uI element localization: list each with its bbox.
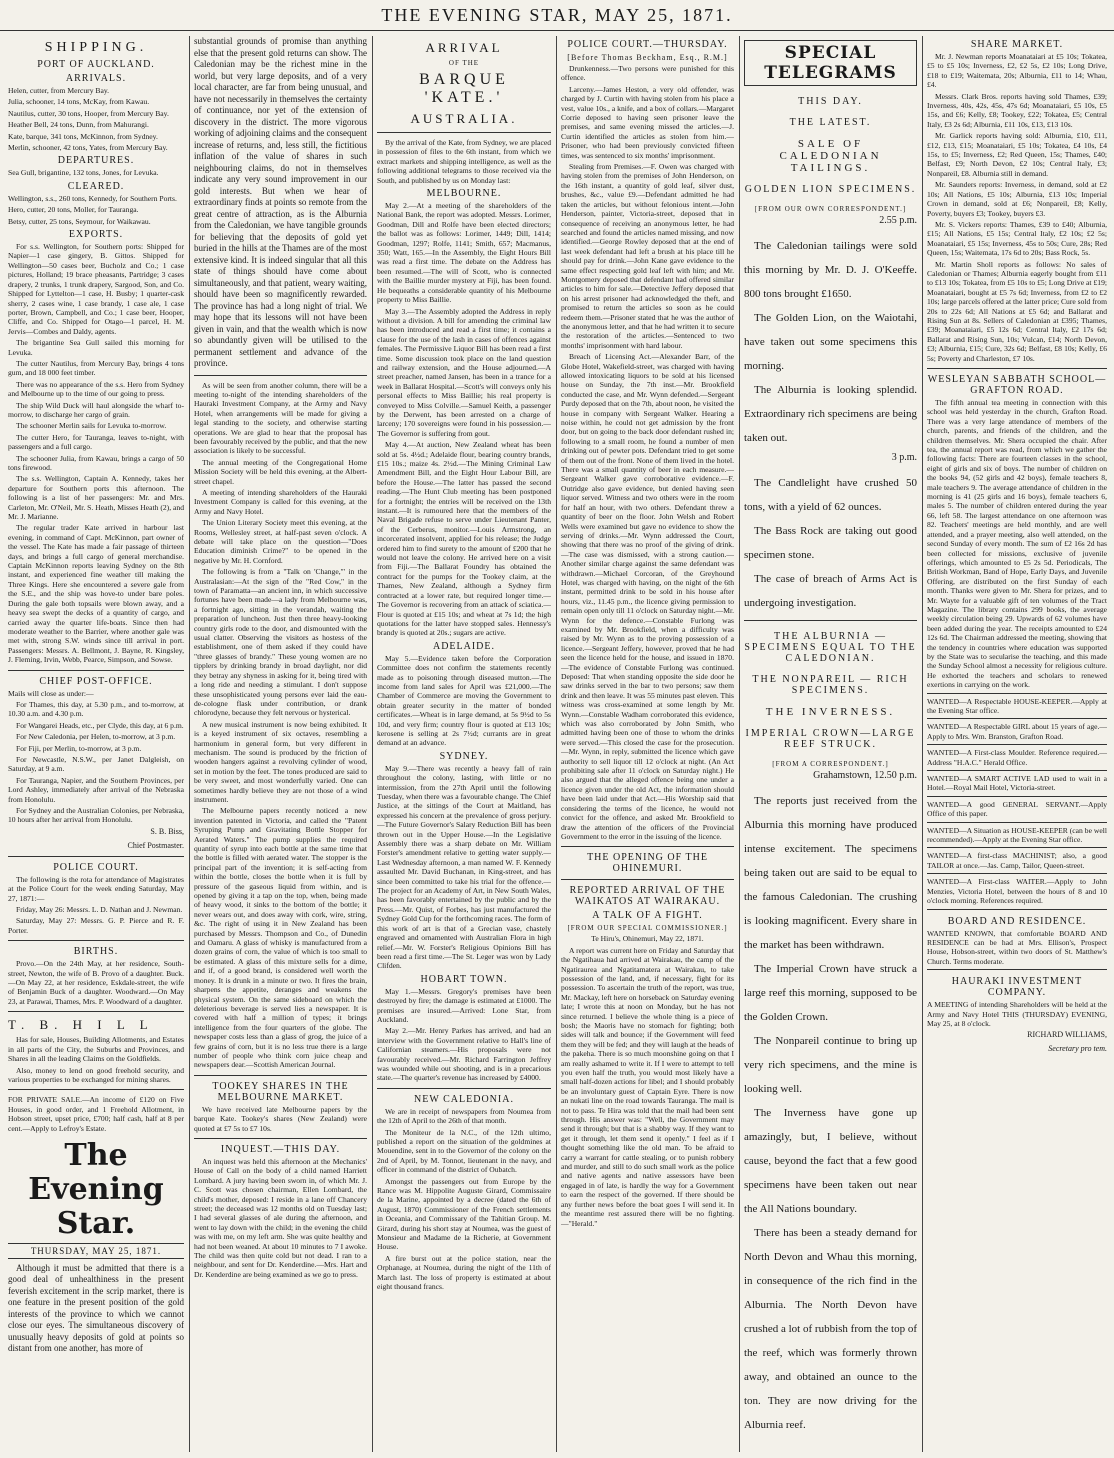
golden-lion-heading: GOLDEN LION SPECIMENS. bbox=[744, 184, 917, 195]
wanted-ad: WANTED—A First-class Moulder. Reference required.—Address "H.A.C." Herald Office. bbox=[927, 748, 1107, 767]
divider bbox=[561, 846, 734, 847]
column-rule bbox=[372, 36, 373, 1452]
shipping-news: The regular trader Kate arrived in harbour last evening, in command of Capt. McKinnon, part owner of the vessel. The Kate has made a fair passage of thirteen days, and brings a full cargo of general merchandise. Captain McKinnon reports leaving Sydney on the 8th instant, and experienced fine weather till making the Three Kings. Here she encountered a severe gale from the S.E., and the ship was hove-to under bare poles. During the gale both topsails were blown away, and a heavy sea swept the decks of a quantity of cargo, and carried away the quarter life-boats. Since then had moderate weather to the Barrier, where another gale was met with, strong S.W. winds since till arrival in port. Passengers: Messrs. A. Bellmont, J. Bayne, R. Kingsley, J. Fleming, Irvin, Webb, Pearce, Simpson, and Sowse. bbox=[8, 523, 184, 665]
news-paragraph: A meeting of intending shareholders of the Hauraki Investment Company is called for this evening, at the Army and Navy Hotel. bbox=[194, 487, 367, 516]
telegram-text: The Caledonian tailings were sold this morning by Mr. D. J. O'Keeffe. 800 tons brought £1650. bbox=[744, 240, 917, 300]
leader-text: Although it must be admitted that there is a good deal of unhealthiness in the present feverish excitement in the scrip market, there is one feature in the present position of the gold interests of the province to which we cannot close our eyes. The simultaneous discovery of unusually heavy deposits of gold at points so distant from one another, has more of bbox=[8, 1262, 184, 1354]
divider bbox=[377, 132, 551, 133]
post-item: For Tauranga, Napier, and the Southern Provinces, per Lord Ashley, immediately after arrival of the Nebraska from Honolulu. bbox=[8, 775, 184, 804]
column-2 bbox=[194, 36, 367, 1452]
shipping-news: The schooner Julia, from Kawau, brings a cargo of 50 tons firewood. bbox=[8, 453, 184, 472]
telegram-text: The case of breach of Arms Act is undergoing investigation. bbox=[744, 573, 917, 609]
telegram-text: There has been a steady demand for North Devon and Whau this morning, in consequence of the rich find in the Alburnia. The North Devon have crushed a lot of rubbish from the top of the reef, which was formerly thrown away, and obtained an ounce to the ton. They are now driving for the Alburnia reef. bbox=[744, 1227, 917, 1431]
new-caledonia-news: A fire burst out at the police station, near the Orphanage, at Noumea, during the night of the 11th of March last. The loss of property is estimated at about eight thousand francs. bbox=[377, 1253, 551, 1292]
editorial-date: THURSDAY, MAY 25, 1871. bbox=[8, 1243, 184, 1259]
ohinemuri-heading: THE OPENING OF THE OHINEMURI. bbox=[587, 852, 708, 875]
police-rota: The following is the rota for attendance of Magistrates at the Police Court for the week ending Saturday, May 27, 1871:— bbox=[8, 874, 184, 903]
column-1 bbox=[8, 36, 184, 1452]
divider bbox=[377, 1088, 551, 1089]
arrival-item: Heather Bell, 24 tons, Dunn, from Mahurangi. bbox=[8, 120, 149, 130]
classified-ad bbox=[927, 718, 1107, 741]
fight-heading: A TALK OF A FIGHT. bbox=[592, 910, 703, 922]
tookey-heading: TOOKEY SHARES IN THE MELBOURNE MARKET. bbox=[212, 1080, 349, 1103]
shipping-news: There was no appearance of the s.s. Hero from Sydney and Melbourne up to the time of our going to press. bbox=[8, 379, 184, 399]
postmaster-title: Chief Postmaster. bbox=[127, 840, 184, 850]
wanted-ad: WANTED—A first-class MACHINIST; also, a good TAILOR at once.—Jas. Camp, Tailor, Queen-street. bbox=[927, 851, 1107, 870]
telegram-text: The Inverness have gone up amazingly, but, I believe, without cause, beyond the fact that a few good specimens have been taken out near the All Nations boundary. bbox=[744, 1107, 917, 1215]
telegram-text: The Nonpareil continue to bring up very rich specimens, and the mine is looking well. bbox=[744, 1035, 917, 1095]
share-market-heading: SHARE MARKET. bbox=[970, 39, 1064, 50]
news-paragraph: The following is from a "Talk on 'Change,'" in the Australasian:—At the sign of the "Red Cow," in the town of Paramatta—an ancient inn, in which successive fortunes have been made—a lady from Melbourne was, a fortnight ago, sitting in the verandah, waiting the preparation of luncheon. Just then three heavy-looking country girls rode to the door, and dismounted with the usual clatter. Observing the visitors as hostess of the establishment, one of them asked if they could have "three glasses of brandy." These young women are no tipplers by drinking brandy in broad daylight, nor did they betray any shyness in asking for it, being tired with a long ride and needing a stimulant. I don't suppose these unsophisticated young persons ever laid the eau-de-cologne flask under contribution, or drank chlorodyne, because they felt nervous or hysterical. bbox=[194, 567, 367, 718]
new-caledonia-news: Amongst the passengers out from Europe by the Rance was M. Hippolite Auguste Girard, Commissaire de la Marine, appointed by a decree (dated the 6th of August, 1870) Commissioner of the French settlements in Oceania, and Commissary of the Tahitian Group. M. Girard, during his short stay at Noumea, was the guest of Monsieur and Madame de la Richerie, at Government House. bbox=[377, 1176, 551, 1252]
telegram-text: The Bass Rock are taking out good specimen stone. bbox=[744, 525, 917, 561]
wanted-ad: WANTED—A Respectable GIRL about 15 years of age.—Apply to Mrs. Wm. Branston, Grafton Road. bbox=[927, 722, 1107, 741]
sydney-news: May 9.—There was recently a heavy fall of rain throughout the colony, lasting, with little or no intermission, from the 27th April until the following Tuesday, when there was a favourable change. The Chief Justice, at the sittings of the Court at Maitland, has expressed his concern at the prevalence of gross perjury.—The Future Governor's Salary Reduction Bill has been thrown out in the Upper House.—In the Legislative Assembly there was a sharp debate on Mr. William Forster's amendment relative to getting water supply.—Last Wednesday afternoon, a man named W. F. Kennedy assaulted Mr. David Buchanan, in King-street, and has since been committed to take his trial for the offence.—The project for an Academy of Art, in New South Wales, has been favorably entertained by the public and by the Press.—Mr. Quist, of Forbes, has just manufactured the Sydney Gold Cup for the forthcoming races. The form of this work of art is that of a Grecian vase, chastely engraved and ornamented with Australian Flora in high relief.—Mr. W. Forster's Religious Opinions Bill has been read a first time.—The St. Leger was won by Lady Clifden. bbox=[377, 763, 551, 971]
special-telegrams-heading: SPECIAL TELEGRAMS bbox=[744, 40, 917, 86]
secretary-title: Secretary pro tem. bbox=[1048, 1044, 1107, 1054]
barque-kate-heading: BARQUE 'KATE.' bbox=[419, 71, 509, 106]
cleared-item: Hero, cutter, 20 tons, Moller, for Tauranga. bbox=[8, 205, 139, 215]
exports-text: For s.s. Wellington, for Southern ports: Shipped for Napier—1 case gingery, B. Gittos. Shipped for Wellington—50 cases beer, Bucholz and Co.; 1 case pictures, Holland; 19 brace pheasants, Partridge; 3 cases drapery, 2 trunks, 1 trunk drapery, Sargood, Son, and Co. Shipped for Lyttelton—1 case, H. Busby; 1 quarter-cask sherry, 2 cases wine, 1 case brandy, 1 case ale, 1 case porter, Brown, Campbell, and Co.; 1 case beer, Hooper, Cliffe, and Co. Shipped for Otago—1 parcel, H. M. Jervis—Combes and Daldy, agents. bbox=[8, 242, 184, 336]
melbourne-heading: MELBOURNE. bbox=[426, 188, 502, 200]
new-caledonia-news: The Moniteur de la N.C., of the 12th ultimo, published a report on the situation of the goldmines at Mouendine, sent in to the Governor of the colony on the 2nd of April, by M. Tonnot, lieutenant in the navy, and officer in command of the district of Oubatch. bbox=[377, 1127, 551, 1175]
share-report: Mr. S. Vickers reports: Thames, £39 to £40; Alburnia, £15; All Nations, £5 15s; Central Italy, £2 10s; £2 5s; Moanataiari, £5 15s; Inverness, 45s to 50s; Cure, 28s; Red Queen, 15s; Waitemata, 17s 6d to 20s; Bass Rock, 5s. bbox=[927, 219, 1107, 258]
share-report: Mr. J. Newman reports Moanataiari at £5 10s; Tokatea, £5 to £5 10s; Inverness, £2, £2 5s, £2 10s; Long Drive, £18 to £19; Waitemata, 20s; Alburnia, £11 to 14; Whau, £4. bbox=[927, 52, 1107, 90]
divider bbox=[8, 1011, 184, 1012]
news-paragraph: As will be seen from another column, there will be a meeting to-night of the intending shareholders of the Hauraki Investment Company, at the Army and Navy Hotel, when arrangements will be made for giving a legal standing to the society, and otherwise starting operations. We are glad to hear that the proposal has been favourably received by the public, and that the new association is likely to be successful. bbox=[194, 380, 367, 456]
column-3 bbox=[377, 36, 551, 1452]
telegram-text: The Alburnia is looking splendid. Extraordinary rich specimens are being taken out. bbox=[744, 384, 917, 444]
divider bbox=[927, 368, 1107, 369]
telegram-text: The reports just received from the Alburnia this morning have produced intense excitement. The specimens being taken out are said to be equal to the famous Caledonian. The crushing is looking magnificent. Every share in the market has been withdrawn. bbox=[744, 795, 917, 951]
board-heading: BOARD AND RESIDENCE. bbox=[947, 915, 1087, 927]
divider bbox=[561, 879, 734, 880]
column-4 bbox=[561, 36, 734, 1452]
column-rule bbox=[556, 36, 557, 1452]
post-item: For Fiji, per Merlin, to-morrow, at 3 p.m. bbox=[16, 743, 142, 753]
telegram-text: The Golden Lion, on the Waiotahi, have taken out some specimens this morning. bbox=[744, 312, 917, 372]
arrival-item: Helen, cutter, from Mercury Bay. bbox=[8, 86, 110, 95]
post-item: For New Caledonia, per Helen, to-morrow, at 3 p.m. bbox=[16, 732, 176, 742]
news-paragraph: The annual meeting of the Congregational Home Mission Society will be held this evening, at the Albert-street chapel. bbox=[194, 457, 367, 486]
divider bbox=[8, 670, 184, 671]
wesleyan-text: The fifth annual tea meeting in connection with this school was held yesterday in the church, Grafton Road. There was a very large attendance of members of the church, parents, and friends of the children, and the children themselves. Mr. Shera occupied the chair. After tea, the annual report was read, from which we gather the following facts: There are fourteen classes in the school, eight of girls and six of boys. The number of children on the books 94, (52 girls and 42 boys), female teachers 8, male teachers 9. The average attendance of children in the morning is 41 (25 girls and 16 boys), female teachers 6, males 5. The number of children entered during the year 66, left 58. The largest attendance on one afternoon was 82. Teachers' meetings are held monthly, and are well attended, and a prayer meeting, also well attended, on the second Sunday of every month. The sum of £2 16s 2d has been collected for missions, exclusive of juvenile offerings, which amounted to £5 2s 5d. Periodicals, The British Workman, Band of Hope, Early Days, and Juvenile Offering, are distributed on the first Sunday of each month. Thanks were given to Mr. Shera for prizes, and to Mr. Wayte for a valuable gift of ten volumes of the Tract Magazine. The library contains 299 books, the average weekly circulation being 29. Upwards of 62 volumes have been added during the year. The receipts amounted to £24 12s 6d. The Chairman addressed the meeting, showing that the tendency in countries where education was supported by the State was to secularise the teaching, and this made the Sunday School almost a necessity for religious culture. He exhorted the teachers and scholars to renewed exertions in carrying on the work. bbox=[927, 398, 1107, 690]
police-case: Drunkenness.—Two persons were punished for this offence. bbox=[561, 64, 734, 83]
post-item: For Thames, this day, at 5.30 p.m., and to-morrow, at 10.30 a.m. and 4.30 p.m. bbox=[8, 699, 184, 719]
inquest-heading: INQUEST.—THIS DAY. bbox=[220, 1143, 341, 1155]
post-item: For Wangarei Heads, etc., per Clyde, this day, at 6 p.m. bbox=[16, 720, 184, 730]
dateline: Te Hiru's, Ohinemuri, May 22, 1871. bbox=[591, 934, 704, 944]
arrivals-heading: ARRIVALS. bbox=[65, 73, 127, 84]
telegram-text: The Candlelight have crushed 50 tons, with a yield of 62 ounces. bbox=[744, 477, 917, 513]
shipping-heading: SHIPPING. bbox=[44, 40, 148, 55]
port-heading: PORT OF AUCKLAND. bbox=[37, 59, 155, 70]
masthead bbox=[0, 0, 1114, 31]
hauraki-heading: HAURAKI INVESTMENT COMPANY. bbox=[951, 976, 1083, 999]
classified-ad bbox=[927, 909, 1107, 967]
tb-hill-ad: Also, money to lend on good freehold security, and various properties to be exchanged for mining shares. bbox=[8, 1065, 184, 1084]
shipping-news: The s.s. Wellington, Captain A. Kennedy, takes her departure for Southern ports this afternoon. The following is a list of her passengers: Mr. and Mrs. Carleton, Mr. O'Neil, Mr. S. Heath, Misses Heath (2), and Mr. J. Marianne. bbox=[8, 474, 184, 522]
police-case: Breach of Licensing Act.—Alexander Barr, of the Globe Hotel, Wakefield-street, was charged with having allowed intoxicating liquors to be sold at his licensed house on Sunday, the 7th inst.—Mr. Brookfield conducted the case, and Mr. Wynn defended.—Sergeant Purdy deposed that on the 7th, about noon, he visited the house in company with Sergeant Walker. Hearing a noise within, he could not get admission by the front door, but on going to the back door defendant rushed in; following to a small room, he found a number of men drinking out of pewter pots. Defendant tried to get some of them out of the front. None of them lived in the hotel. There was a small quantity of beer in each measure.—Sergeant Walker gave corroborative evidence.—F. Outridge also gave evidence, but denied having seen liquor served. Witness and two others were in the room for half an hour, with two others. Defendant threw a quantity of beer on the floor. John Welsh and Robert Wells were examined but gave no evidence to show the serving of drinks.—Mr. Wynn addressed the Court, showing that there was no proof of the giving of drink.—The case was dismissed, with a strong caution.—Another similar charge against the same defendant was withdrawn.—Michael Corcoran, of the Greyhound Hotel, was charged with having, on the night of the 6th instant, permitted drink to be sold in his house after hours, viz., 11.45 p.m., the licence giving permission to remain open only till 11 o'clock on Saturday night.—Mr. Wynn for the defence.—Constable Furlong was examined by Mr. Brookfield, when a difficulty was raised by Mr. Wynn as to the proving possession of a licence.—Sergeant Jeffery, however, proved that he had seen the licence held for the house, and issued in 1870.—The evidence of Constable Furlong was continued. Deposed: That when standing opposite the side door he saw drinks served in the bar to two persons; saw them drink and then leave. It was 55 minutes past eleven. This witness was cross-examined at some length by Mr. Wynn.—Constable Wadham corroborated this evidence, which was also corroborated by John Smith, who admitted having been one of those to whom the drinks were served.—This closed the case for the prosecution.—Mr. Wynn, in reply, submitted the licence which gave authority to sell liquor till 12 o'clock at night. (An Act prohibiting sale after 11 o'clock on Saturday night.) He also argued that the alleged offence being one under a licence given under the old Act, the information should have been laid under that Act.—His Worship said that considering the terms of the licence, he would not convict for the offence, and asked Mr. Brookfield to draw the attention of the officers of the Provincial Government to the error in the issuing of the licence. bbox=[561, 352, 734, 841]
divider bbox=[744, 620, 917, 621]
arrival-heading: ARRIVAL bbox=[425, 40, 503, 55]
leader-continued: substantial grounds of promise than anything else that the present gold returns can show. The Caledonian may be the richest mine in the world, but very large deposits, and of a very local character, are far from being unusual, and have not necessarily in themselves the certainty of continuance, nor yet of the extension of discovery in the district. The more vigorous working of adjoining claims and the consequent increase of returns, and, less still, the fictitious inflation of the value of shares in such neighbouring claims, do not in themselves indicate any very sound improvement in our gold interests. But when we hear of extraordinary finds at points so remote from the great centre of attraction, as is the Alburnia from the Caledonian, we have tangible grounds for believing that the deposits of gold yet buried in the hills at the Thames are of the most extensive kind. It is indeed singular that all this state of things should have come about simultaneously, and that patient, weary waiting, should have been so magnificently rewarded. The province has had a long night of trial. We may hope that its lessons will not have been given in vain, and that the wealth which is now so abundantly given will be utilised to the permanent settlement and advance of the province. bbox=[194, 36, 367, 368]
news-paragraph: A new musical instrument is now being exhibited. It is a keyed instrument of six octaves, resembling a harmonium in general form, but very different in mechanism. The sound is produced by the friction of wooden hangers against a revolving cylinder of wood, set in motion by the feet. The tones produced are said to be very sweet, and most wonderfully varied. One can sometimes hardly believe they are not those of a wind instrument. bbox=[194, 719, 367, 804]
shipping-news: The cutter Nautilus, from Mercury Bay, brings 4 tons gum, and 18 000 feet timber. bbox=[8, 358, 184, 378]
wanted-ad: WANTED—A Situation as HOUSE-KEEPER (can be well recommended).—Apply at the Evening Star office. bbox=[927, 825, 1107, 845]
correspondent-byline: [FROM OUR OWN CORRESPONDENT.] bbox=[754, 205, 907, 213]
commissioner-byline: [FROM OUR SPECIAL COMMISSIONER.] bbox=[567, 924, 728, 933]
classified-ad bbox=[927, 770, 1107, 793]
wanted-ad: WANTED—A good GENERAL SERVANT.—Apply Office of this paper. bbox=[927, 799, 1107, 819]
classified-ad bbox=[927, 822, 1107, 845]
wesleyan-heading: WESLEYAN SABBATH SCHOOL—GRAFTON ROAD. bbox=[927, 374, 1107, 396]
divider bbox=[8, 1089, 184, 1090]
column-6 bbox=[927, 36, 1107, 1452]
share-report: Mr. Martin Sholl reports as follows: No sales of Caledonian or Thames; Alburnia eagerly bought from £11 to £13 10s; Tokatea, from £5 10s to £5; Long Drive at £19; Moanataiari, bought at £5 7s 6d; Inverness, from £2 to £2 10s; large parcels offered at the latter price; Cure sold from 20s to 22s 6d; All Nations at £5 6d; and Ballarat and Rising Sun at 8s. Sellers of Caledonian at £395; Thames, £39; Moanataiari, £5 12s 6d; Central Italy, £2 17s 6d; Ballarat and Rising Sun, 10s; Vulcan, £14; North Devon, £3; Alburnia, £15; Cure, 32s 6d; Belfast, £8 10s; Kelly, £6 5s; Poverty and Charleston, £7 10s. bbox=[927, 259, 1107, 363]
column-5 bbox=[744, 36, 917, 1452]
share-report: Mr. Saunders reports: Inverness, in demand, sold at £2 10s; All Nations, £5 10s; Alburnia, £13 10s; Imperial Crown in demand, sold at £6; Nonpareil, £8; Kelly, Poverty, buyers £3; Tookey, buyers £3. bbox=[927, 180, 1107, 218]
classified-ad bbox=[927, 744, 1107, 767]
board-ad: WANTED KNOWN, that comfortable BOARD AND RESIDENCE can be had at Mrs. Ellison's, Prospect House, Hobson-street, within two doors of St. Matthew's Church. Terms moderate. bbox=[927, 928, 1107, 966]
police-rota: Friday, May 26: Messrs. L. D. Nathan and J. Newman. bbox=[16, 905, 183, 915]
divider bbox=[194, 1138, 367, 1139]
imperial-crown-heading: IMPERIAL CROWN—LARGE REEF STRUCK. bbox=[745, 728, 916, 750]
news-paragraph: The Union Literary Society meet this evening, at the Rooms, Wellesley street, at half-past seven o'clock. A debate will take place on the question—"Does Education diminish Crime?" to be opened in the negative by Mr. H. Cornford. bbox=[194, 518, 367, 565]
departures-heading: DEPARTURES. bbox=[57, 155, 135, 167]
nonpareil-heading: THE NONPAREIL — RICH SPECIMENS. bbox=[752, 674, 909, 696]
arrival-item: Kate, barque, 341 tons, McKinnon, from Sydney. bbox=[8, 131, 158, 141]
wanted-ad: WANTED—A Respectable HOUSE-KEEPER.—Apply at the Evening Star office. bbox=[927, 696, 1107, 715]
telegram-text: The Imperial Crown have struck a large reef this morning, supposed to be the Golden Crown. bbox=[744, 963, 917, 1023]
dateline: Grahamstown, 12.50 p.m. bbox=[813, 770, 917, 781]
alburnia-heading: THE ALBURNIA — SPECIMENS EQUAL TO THE CALEDONIAN. bbox=[744, 631, 917, 664]
shipping-news: The brigantine Sea Gull sailed this morning for Levuka. bbox=[8, 338, 184, 357]
melbourne-news: May 2.—At a meeting of the shareholders of the National Bank, the report was adopted. Messrs. Lorimer, Goodman, Dill and Rolfe have been elected directors; the ballot was as follows: Lorimer, 1449; Dill, 1414; Goodman, 1297; Rolfe, 1141; Smith, 657; Macmanus, 350; Watt, 165.—In the Assembly, the Eight Hours Bill was read a first time. The debate on the Address has been resumed.—The will of Scott, who is connected with the Baillie murder mystery at Fiji, has been found. He bequeaths a considerable quantity of his Melbourne property to Miss Baillie. bbox=[377, 201, 551, 305]
telegram-time: 2.55 p.m. bbox=[879, 215, 917, 226]
column-rule bbox=[739, 36, 740, 1452]
police-magistrate: [Before Thomas Beckham, Esq., R.M.] bbox=[567, 53, 728, 62]
correspondent-byline: [FROM A CORRESPONDENT.] bbox=[772, 760, 889, 768]
post-office-heading: CHIEF POST-OFFICE. bbox=[39, 675, 153, 687]
cleared-item: Betsy, cutter, 25 tons, Seymour, for Waikawau. bbox=[8, 216, 151, 226]
new-caledonia-heading: NEW CALEDONIA. bbox=[414, 1093, 514, 1105]
this-day-heading: THIS DAY. bbox=[798, 96, 863, 107]
shipping-news: The cutter Hero, for Tauranga, leaves to-night, with passengers and a full cargo. bbox=[8, 432, 184, 452]
tookey-text: We have received late Melbourne papers by the barque Kate. Tookey's shares (New Zealand) were quoted at £7 5s to £7 10s. bbox=[194, 1104, 367, 1133]
police-case: Stealing from Premises.—F. Owen was charged with having stolen from the premises of John Henderson, on the 16th instant, a quantity of gold leaf, silver dust, brushes, &c., value £9.—Defendant admitted he had taken the articles, but without felonious intent.—John Henderson, painter, Victoria-street, deposed that in consequence of receiving an anonymous letter, he had searched and found the articles named missing, and now identified.—George Rowley deposed that at the end of last week defendant had left a brush at his place till he should pay for drink.—John Kane gave evidence to the same effect respecting gold leaf left with him; and Mr. Montgomery deposed that defendant had offered similar articles to him for sale.—Detective Jeffery deposed that on his arrest prisoner had acknowledged the theft, and promised to return the articles so soon as he could redeem them.—Prisoner stated that he was the author of the anonymous letter, and that he had written it to secure the restoration of the articles.—Sentenced to two months' imprisonment with hard labour. bbox=[561, 162, 734, 350]
hobart-news: May 2.—Mr. Henry Parkes has arrived, and had an interview with the Government relative to Hall's line of Californian steamers.—His proposals were not favourably received.—Mr. Richard Farrington Jeffrey was wounded while out shooting, and is in a precarious state.—The quarter's revenue has increased by £4000. bbox=[377, 1026, 551, 1083]
divider bbox=[194, 375, 367, 376]
hauraki-ad: A MEETING of intending Shareholders will be held at the Army and Navy Hotel THIS (THURSDAY) EVENING, May 25, at 8 o'clock. bbox=[927, 1000, 1107, 1028]
postmaster-signature: S. B. Biss, bbox=[150, 826, 184, 836]
cleared-heading: CLEARED. bbox=[67, 180, 125, 192]
classified-ad bbox=[927, 693, 1107, 716]
sydney-heading: SYDNEY. bbox=[439, 750, 489, 762]
share-report: Mr. Garlick reports having sold: Alburnia, £10, £11, £12, £13, £15; Moanataiari, £5 10s; Tokatea, £4 10s, £4 15s, to £5; Inverness, £2; Red Queen, 15s; Thames, £40; Belfast, £9; North Devon, £2 10s; Central Italy, £3; Nonpareil, £8. Alburnia still in demand. bbox=[927, 131, 1107, 178]
tb-hill-ad: Has for sale, Houses, Building Allotments, and Estates in all parts of the City, the Suburbs and Provinces, and Shares in all the leading Claims on the Goldfields. bbox=[8, 1035, 184, 1064]
police-thursday-heading: POLICE COURT.—THURSDAY. bbox=[567, 39, 728, 50]
column-rule bbox=[189, 36, 190, 1452]
masthead-title: THE EVENING STAR, MAY 25, 1871. bbox=[381, 5, 733, 25]
of-the-heading: OF THE bbox=[448, 59, 480, 67]
wanted-ad: WANTED—A SMART ACTIVE LAD used to wait in a Hotel.—Royal Mail Hotel, Victoria-street. bbox=[927, 774, 1107, 793]
police-case: Larceny.—James Heston, a very old offender, was charged by J. Curtin with having stolen from his place a vest, value 10s., a knife, and a box of collars.—Margaret Corrie deposed to having seen prisoner leave the premises, and same evening missed the articles.—J. Curtin identified the articles as stolen from him.—Prisoner, who had been previously convicted fifteen times, was sentenced to six months' imprisonment. bbox=[561, 84, 734, 160]
classified-ad bbox=[927, 796, 1107, 819]
fight-text: A report was current here on Friday and Saturday that the Ngatihaua had arrived at Wairakau, the camp of the Ngatiraurea and Ngatitamatera at Wairakau, to take possession of the land, and, if necessary, fight for its possession. To ascertain the truth of the report, was true, Mr. Mackay, left here on horseback on Saturday evening late; I wrote this at noon on Monday, but he has not since returned. I believe the whole thing is a piece of bosh; the Maoris have no stomach for fighting; both sides will talk and bounce; if the Government will feed them they will be fed; and they will laugh at the heads of the pakeha. There is so much moonshine going on that I am really ashamed to write it. If I were to attempt to tell you even half the truth, you would most likely have a small half-dozen actions for libel; and I should probably be an involuntary guest of Captain Eyre. There is now an nukati line on the road towards Tauranga. The mail is not to pass. Te Hira was told that the mail had been sent through. His answer was: "Well, the Government may send it through; but that is a shabby way. If they want to get it through, let them send it openly." I feel as if I thought something like the old man. To be afraid to carry a warrant for cattle stealing, or to punish robbery and murder, and still to do such small work as the police and native agents and native assessors have been engaged in of late, is hardly the way for a Government to earn the respect of the governed. If there should be any further news before the boat goes I will send it. In the meantime rest assured there will be no fighting.—"Herald." bbox=[561, 945, 734, 1228]
divider bbox=[194, 1075, 367, 1076]
shipping-news: The ship Wild Duck will haul alongside the wharf to-morrow, to discharge her cargo of grain. bbox=[8, 400, 184, 419]
post-item: For Newcastle, N.S.W., per Janet Dalgleish, on Saturday, at 9 a.m. bbox=[8, 754, 184, 774]
adelaide-heading: ADELAIDE. bbox=[432, 640, 496, 652]
melbourne-news: May 3.—The Assembly adopted the Address in reply without a division. A bill for amending the criminal law has been introduced and read a first time; it contains a clause for the use of the lash in cases of offences against females. The Permissive Liquor Bill has been read a first time. Some discussion took place on the land question and railway extension, and the House adjourned.—A street preacher, named Jansen, has been in a trance for a week in Ballarat Hospital.—Scott's will conveys only his personal effects to Miss Baillie; his real property is conveyed to Miss Colville.—Samuel Keith, a passenger by the Derwent, has been arrested on a charge of larceny; 170 sovereigns were found in his possession.—The Governor is suffering from gout. bbox=[377, 306, 551, 438]
waikatos-heading: REPORTED ARRIVAL OF THE WAIKATOS AT WAIRAKAU. bbox=[569, 885, 726, 908]
telegram-time: 3 p.m. bbox=[891, 452, 917, 463]
divider bbox=[8, 856, 184, 857]
arrival-intro: By the arrival of the Kate, from Sydney, we are placed in possession of files to the 6th instant, from which we extract markets and shipping intelligence, as well as the following additional telegrams to those received via the South, and published by us on Monday last: bbox=[377, 138, 551, 185]
departure-item: Sea Gull, brigantine, 132 tons, Jones, for Levuka. bbox=[8, 168, 159, 178]
police-rota: Saturday, May 27: Messrs. G. P. Pierce and R. F. Porter. bbox=[8, 916, 184, 935]
melbourne-news: May 4.—At auction, New Zealand wheat has been sold at 5s. 4½d.; Adelaide flour, bearing country brands, £15 10s.; maize 4s. 2½d.—The Mining Criminal Law Amendment Bill, and the Eight Hour Labour Bill, are before the House.—The latter has passed the second reading.—The Hunt Club meeting has been postponed for a fortnight; the entries will be received on the 13th instant.—It is rumoured here that the members of the Naval Brigade refuse to serve under Lieutenant Panter, of the Cerberus, monitor.—Louis Armstrong, an incorcerated insolvent, applied for his release; the Judge ordered him to find surety to the amount of £200 that he would not leave the colony. He arrived here on a visit from Fiji.—The Ballarat Foundry has obtained the contract for the pumps for the Tookey claim, at the Thames, New Zealand, although a Sydney firm contracted at a lower rate, but required longer time.—The Governor is recovering from an attack of sciatica.—Flour is quoted at £15 10s; and wheat at 7s 1d; the high quotations for the latter have stopped sales. Hennessy's brandy is quoted at 20s.; sugars are active. bbox=[377, 440, 551, 638]
sale-tailings-heading: SALE OF CALEDONIAN TAILINGS. bbox=[779, 138, 882, 174]
new-caledonia-news: We are in receipt of newspapers from Noumea from the 12th of April to the 26th of that month. bbox=[377, 1106, 551, 1126]
adelaide-news: May 5.—Evidence taken before the Corporation Committee does not confirm the statements recently made as to poisoning through diseased mutton.—The income from land sales for April was £21,000.—The Chamber of Commerce are moving the Government to obtain greater security in the matter of bonded certificates.—Wheat is in large demand, at 5s 9½d to 5s 10d, and very firm; country flour is quoted at £13 10s; kerosene is selling at 2s 7½d; currants are in great demand at an advance. bbox=[377, 653, 551, 748]
hobart-news: May 1.—Messrs. Gregory's premises have been destroyed by fire; the damage is estimated at £1000. The premises are insured.—Arrived: Lone Star, from Auckland. bbox=[377, 986, 551, 1024]
tb-hill-name: T. B. H I L L bbox=[8, 1017, 154, 1033]
police-court-heading: POLICE COURT. bbox=[53, 861, 139, 873]
inverness-heading: THE INVERNESS. bbox=[765, 706, 896, 718]
arrival-item: Nautilus, cutter, 30 tons, Hooper, from Mercury Bay. bbox=[8, 108, 169, 118]
births-text: Provo.—On the 24th May, at her residence, South-street, Newton, the wife of B. Provo of a daughter. Buck.—On May 22, at her residence, Eskdale-street, the wife of Benjamin Buck of a daughter. Woodward.—On May 23, at Parawai, Thames, Mrs. P. Woodward of a daughter. bbox=[8, 959, 184, 1006]
share-report: Messrs. Clark Bros. reports having sold Thames, £39; Inverness, 40s, 42s, 45s, 47s 6d; Moanataiari, £5 10s, £5 15s, and £6; Kelly, £8; Tookey, £22; Tokatea, £5; Central Italy, £3 2s 6d; Alburnia, £11 10s, £13, £13 10s. bbox=[927, 91, 1107, 129]
hobart-heading: HOBART TOWN. bbox=[420, 973, 508, 985]
secretary-signature: RICHARD WILLIAMS, bbox=[1027, 1030, 1107, 1040]
arrival-item: Merlin, schooner, 42 tons, Yates, from Mercury Bay. bbox=[8, 143, 168, 153]
classified-ad bbox=[927, 969, 1107, 1054]
post-item: For Sydney and the Australian Colonies, per Nebraska, 10 hours after her arrival from Honolulu. bbox=[8, 806, 184, 825]
cleared-item: Wellington, s.s., 260 tons, Kennedy, for Southern Ports. bbox=[8, 193, 177, 203]
arrival-item: Julia, schooner, 14 tons, McKay, from Kawau. bbox=[8, 97, 150, 107]
inquest-text: An inquest was held this afternoon at the Mechanics' House of Call on the body of a child named Harriett Lombard. A jury having been sworn in, of which Mr. J. C. Scott was chosen chairman, Ellen Lombard, the child's mother, deposed: I reside in a lane off Chancery street; the deceased was 12 months old on Tuesday last; I had several glasses of ale during the afternoon, and went to lay down with the child; in the evening the child was with me, on my left arm. She was quite healthy and had not been weaned. At about 10 minutes to 7 I awoke. The child was then quite cold but not dead. I ran to a neighbour, and sent for Dr. Kenderdine.—Mrs. Hart and Dr. Kenderdine are being examined as we go to press. bbox=[194, 1156, 367, 1279]
news-paragraph: The Melbourne papers recently noticed a new invention patented in Victoria, and called the "Patent Syruping Pump and Gravitating Bottle Stopper for Aerated Waters." The pump supplies the required quantity of syrup into each bottle at the same time that the bottle is filled with aerated water. The stopper is the principal part of the invention; it is self-acting from within the bottle, closes the bottle when it is full by pressure of the gaseous liquid from within, and is opened by giving it a tap on the top, when, being made of heavy wood, it sinks to the bottom of the bottle; it never wears out, and does away with cork, wire, string, &c. The right of using it in New Zealand has been purchased by Messrs. Thompson and Co., of Dunedin and Oamaru. A glass of whisky is manufactured from a dozen grains of corn, the value of which is too small to be estimated. A glass of this mixture sells for a dime, and if, of a good brand, is considered well worth the money. It is drunk in a minute or two. It fires the brain, sharpens the appetite, deranges and weakens the physical system. On the same sideboard on which the deleterious beverage is served lies a newspaper. It is covered with half a million of types; it brings intelligence from the four quarters of the globe. The newspaper costs less than a glass of grog, the juice of a few grains of corn, but it is no less true there is a large number of people who think corn juice cheap and newspapers dear.—Scottish American Journal. bbox=[194, 806, 367, 1070]
exports-heading: EXPORTS. bbox=[68, 229, 124, 241]
classified-ad bbox=[927, 873, 1107, 905]
post-intro: Mails will close as under:— bbox=[8, 688, 94, 698]
australia-heading: AUSTRALIA. bbox=[410, 111, 518, 126]
wanted-ad: WANTED—A First-class WAITER.—Apply to John Menzies, Victoria Hotel, between the hours of 8 and 10 o'clock morning. References required. bbox=[927, 877, 1107, 906]
private-sale-ad: FOR PRIVATE SALE.—An income of £120 on Five Houses, in good order, and 1 Freehold Allotment, in Hobson street, upset price, £700; half cash, half at 8 per cent.—Apply to Lefroy's Estate. bbox=[8, 1095, 184, 1133]
shipping-news: The schooner Merlin sails for Levuka to-morrow. bbox=[16, 421, 167, 431]
births-heading: BIRTHS. bbox=[73, 946, 119, 958]
divider bbox=[8, 940, 184, 941]
classified-ad bbox=[927, 847, 1107, 870]
evening-star-title: The Evening Star. bbox=[28, 1137, 164, 1241]
latest-heading: THE LATEST. bbox=[789, 117, 872, 128]
column-rule bbox=[922, 36, 923, 1452]
